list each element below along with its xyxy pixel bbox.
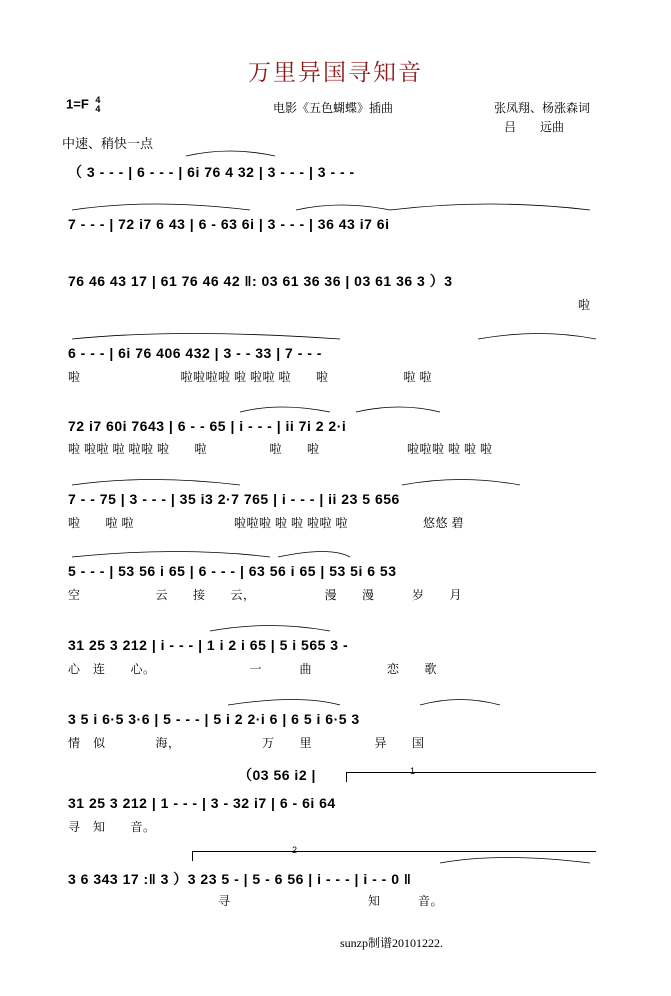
second-ending-tick	[192, 851, 193, 861]
slur	[420, 700, 500, 706]
notation-line-7: 5 - - - | 53 56 i 65 | 6 - - - | 63 56 i 65 | 53 5i 6 53	[68, 563, 397, 579]
notation-line-6: 7 - - 75 | 3 - - - | 35 i3 2·7 765 | i - - - | ii 23 5 656	[68, 491, 400, 507]
tempo-marking: 中速、稍快一点	[62, 136, 154, 151]
lyrics-line-4: 啦 啦啦啦啦 啦 啦啦 啦 啦 啦 啦	[68, 370, 433, 384]
notation-line-9: 3 5 i 6·5 3·6 | 5 - - - | 5 i 2 2·i 6 | 6 5 i 6·5 3	[68, 711, 360, 727]
second-ending-number: 2	[292, 845, 298, 855]
first-ending-number: 1	[410, 766, 416, 776]
slur	[72, 334, 340, 340]
slur	[478, 334, 596, 340]
key-label: 1=F	[66, 96, 89, 112]
slur	[296, 205, 390, 210]
slur	[228, 700, 340, 706]
notation-line-3: 76 46 43 17 | 61 76 46 42 ‖: 03 61 36 36 | 03 61 36 3 ）3	[68, 273, 453, 289]
slur	[402, 480, 520, 486]
lyrics-line-7: 空 云 接 云， 漫 漫 岁 月	[68, 588, 463, 602]
slur	[72, 552, 270, 558]
notation-line-10: 31 25 3 212 | 1 - - - | 3 - 32 i7 | 6 - 6i 64	[68, 795, 336, 811]
meter-bottom: 4	[95, 104, 101, 114]
key-signature	[66, 96, 100, 114]
notation-line-5: 72 i7 60i 7643 | 6 - - 65 | i - - - | ii 7i 2 2·i	[68, 418, 347, 434]
notation-line-2: 7 - - - | 72 i7 6 43 | 6 - 63 6i | 3 - - - | 36 43 i7 6i	[68, 216, 390, 232]
lyricist-credit: 张凤翔、杨涨森词	[494, 101, 591, 115]
song-title: 万里异国寻知音	[248, 60, 423, 85]
slur	[186, 151, 275, 156]
first-ending-tick	[346, 772, 347, 782]
slur	[390, 204, 590, 210]
slur	[440, 858, 590, 864]
film-subtitle: 电影《五色蝴蝶》插曲	[273, 101, 394, 115]
transcriber-signature: sunzp制谱20101222.	[340, 936, 443, 950]
slur	[72, 480, 240, 486]
lyrics-line-6: 啦 啦 啦 啦啦啦 啦 啦 啦啦 啦 悠悠 碧	[68, 516, 465, 530]
notation-line-4: 6 - - - | 6i 76 406 432 | 3 - - 33 | 7 - - -	[68, 345, 322, 361]
lyrics-line-11: 寻 知 音。	[218, 894, 444, 908]
slur	[72, 204, 250, 210]
slur	[240, 407, 330, 412]
notation-prelude-line: （03 56 i2 |	[238, 767, 316, 783]
composer-credit: 吕 远曲	[504, 120, 565, 134]
meter-top: 4	[95, 95, 101, 105]
notation-line-11: 3 6 343 17 :‖ 3 ）3 23 5 - | 5 - 6 56 | i - - - | i - - 0 ‖	[68, 871, 412, 887]
notation-line-8: 31 25 3 212 | i - - - | 1 i 2 i 65 | 5 i 565 3 -	[68, 637, 349, 653]
lyrics-line-3: 啦	[578, 298, 591, 312]
lyrics-line-8: 心 连 心。 一 曲 恋 歌	[68, 662, 438, 676]
slur	[356, 407, 440, 412]
lyrics-line-10: 寻 知 音。	[68, 820, 156, 834]
slur	[210, 626, 330, 632]
lyrics-line-9: 情 似 海， 万 里 异 国	[68, 736, 425, 750]
notation-line-1: （ 3 - - - | 6 - - - | 6i 76 4 32 | 3 - - - | 3 - - -	[68, 164, 355, 180]
second-ending-bracket	[192, 851, 596, 852]
first-ending-bracket	[346, 772, 596, 773]
lyrics-line-5: 啦 啦啦 啦 啦啦 啦 啦 啦 啦 啦啦啦 啦 啦 啦	[68, 442, 493, 456]
slur	[278, 552, 350, 558]
time-signature	[95, 96, 100, 114]
